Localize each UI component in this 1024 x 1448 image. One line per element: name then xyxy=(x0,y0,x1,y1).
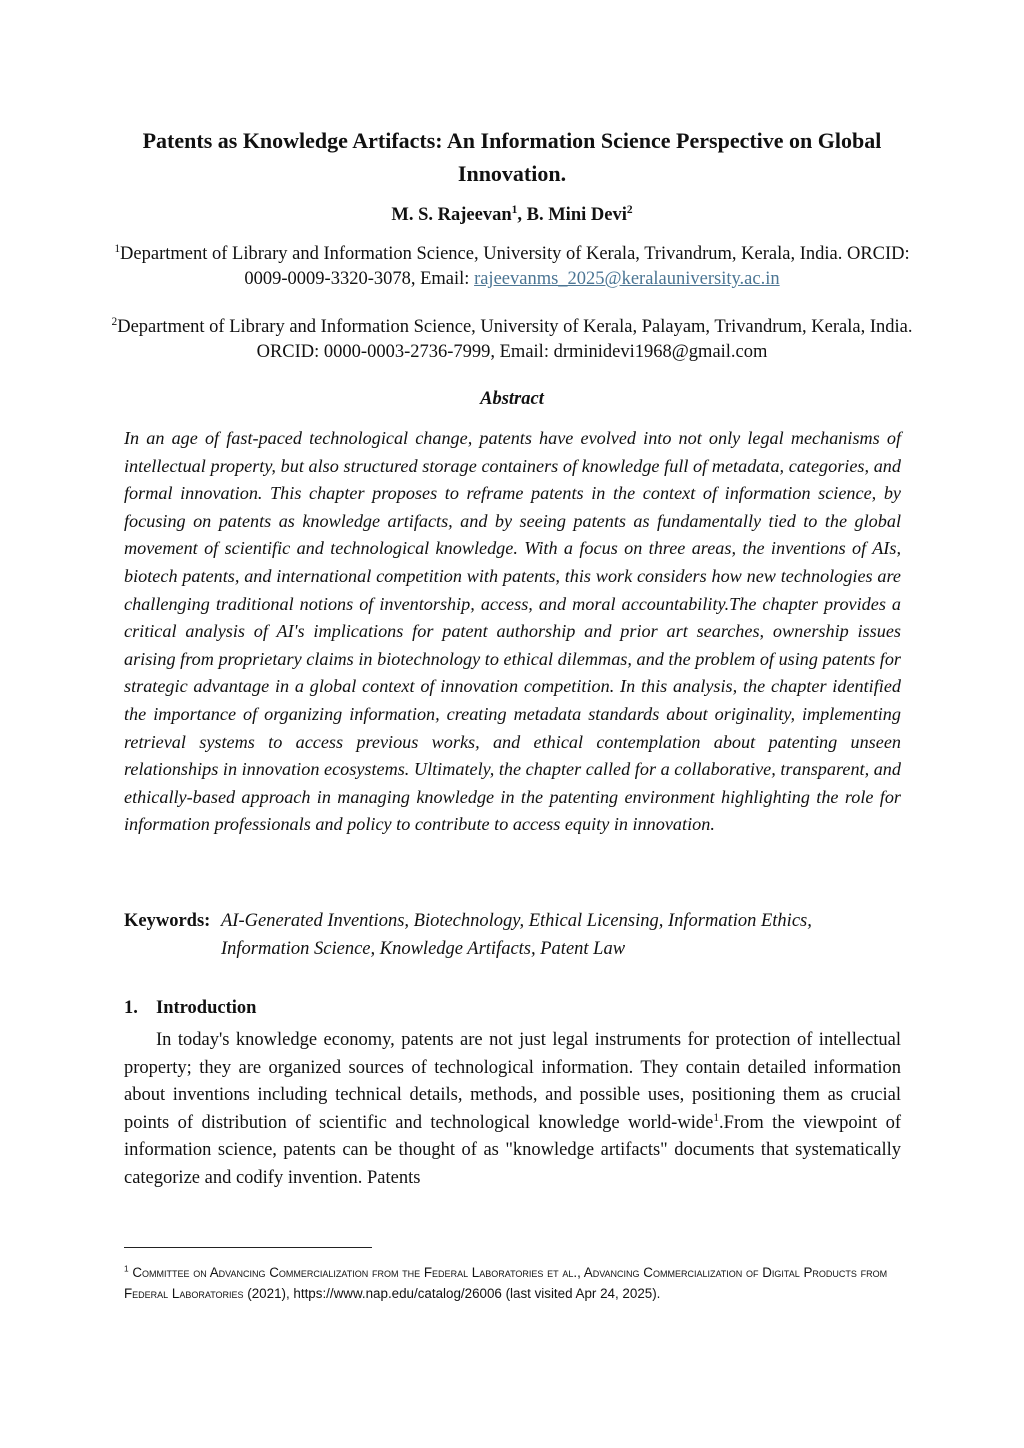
author-name: B. Mini Devi xyxy=(526,205,627,225)
abstract-heading: Abstract xyxy=(480,389,544,409)
section-title: Introduction xyxy=(156,998,257,1018)
intro-text-continued: .From the viewpoint of information science, patents can be thought of as "knowledge artifacts" documents that systematically categorize and codify invention. Patents xyxy=(124,1112,902,1188)
footnote xyxy=(124,1262,904,1304)
paper-title: Patents as Knowledge Artifacts: An Information Science Perspective on Global Innovation. xyxy=(142,128,882,186)
email-link[interactable]: rajeevanms_2025@keralauniversity.ac.in xyxy=(474,269,780,289)
author-affiliation-marker: 2 xyxy=(626,203,633,216)
affiliation-marker: 1 xyxy=(114,242,121,255)
footnote-marker: 1 xyxy=(124,1263,129,1274)
footnote-reference[interactable]: 1 xyxy=(713,1111,720,1124)
keywords-label: Keywords: xyxy=(124,911,211,931)
footnote-citation-details: (2021), https://www.nap.edu/catalog/26006 (last visited Apr 24, 2025). xyxy=(243,1286,661,1301)
affiliation-2 xyxy=(110,315,914,365)
section-number: 1. xyxy=(124,998,138,1018)
keywords-text: AI-Generated Inventions, Biotechnology, Ethical Licensing, Information Ethics, Information Science, Knowledge Artifacts, Patent Law xyxy=(221,911,812,959)
footnote-divider xyxy=(124,1247,372,1248)
keywords xyxy=(124,907,914,963)
author-separator: , xyxy=(517,205,527,225)
intro-paragraph xyxy=(124,1027,901,1193)
affiliation-text: Department of Library and Information Science, University of Kerala, Trivandrum, Kerala, India. ORCID: 0009-0009-3320-3078, Email: xyxy=(120,244,910,289)
author-line xyxy=(110,202,914,228)
intro-text: In today's knowledge economy, patents are not just legal instruments for protection of intellectual property; they are organized sources of technological information. They contain detailed information about inventions including technical details, methods, and possible uses, positioning them as crucial points of distribution of scientific and technological knowledge world-wide xyxy=(124,1030,901,1133)
abstract-text: In an age of fast-paced technological change, patents have evolved into not only legal mechanisms of intellectual property, but also structured storage containers of knowledge full of metadata, categories, and formal innovation. This chapter proposes to reframe patents in the context of information science, by focusing on patents as knowledge artifacts, and by seeing patents as fundamentally tied to the global movement of scientific and technological knowledge. With a focus on three areas, the inventions of AIs, biotech patents, and international competition with patents, this work considers how new technologies are challenging traditional notions of inventorship, access, and moral accountability.The chapter provides a critical analysis of AI's implications for patent authorship and prior art searches, ownership issues arising from proprietary claims in biotechnology to ethical dilemmas, and the problem of using patents for strategic advantage in a global context of innovation competition. In this analysis, the chapter identified the importance of organizing information, creating metadata standards about originality, implementing retrieval systems to access previous works, and ethical contemplation about patenting unseen relationships in innovation ecosystems. Ultimately, the chapter called for a collaborative, transparent, and ethically-based approach in managing knowledge in the patenting environment highlighting the role for information professionals and policy to contribute to access equity in innovation. xyxy=(124,428,901,835)
author-affiliation-marker: 1 xyxy=(511,203,518,216)
affiliation-text: Department of Library and Information Science, University of Kerala, Palayam, Trivandrum, Kerala, India. ORCID: 0000-0003-2736-7999, Email: drminidevi1968@gmail.com xyxy=(117,317,913,362)
footnote-citation: Committee on Advancing Commercialization from the Federal Laboratories et al., Advancing Commercialization of Digital Products from Federal Laboratories xyxy=(124,1265,888,1301)
section-heading xyxy=(124,995,256,1021)
author-name: M. S. Rajeevan xyxy=(391,205,512,225)
affiliation-marker: 2 xyxy=(111,315,118,328)
affiliation-1 xyxy=(110,242,914,292)
